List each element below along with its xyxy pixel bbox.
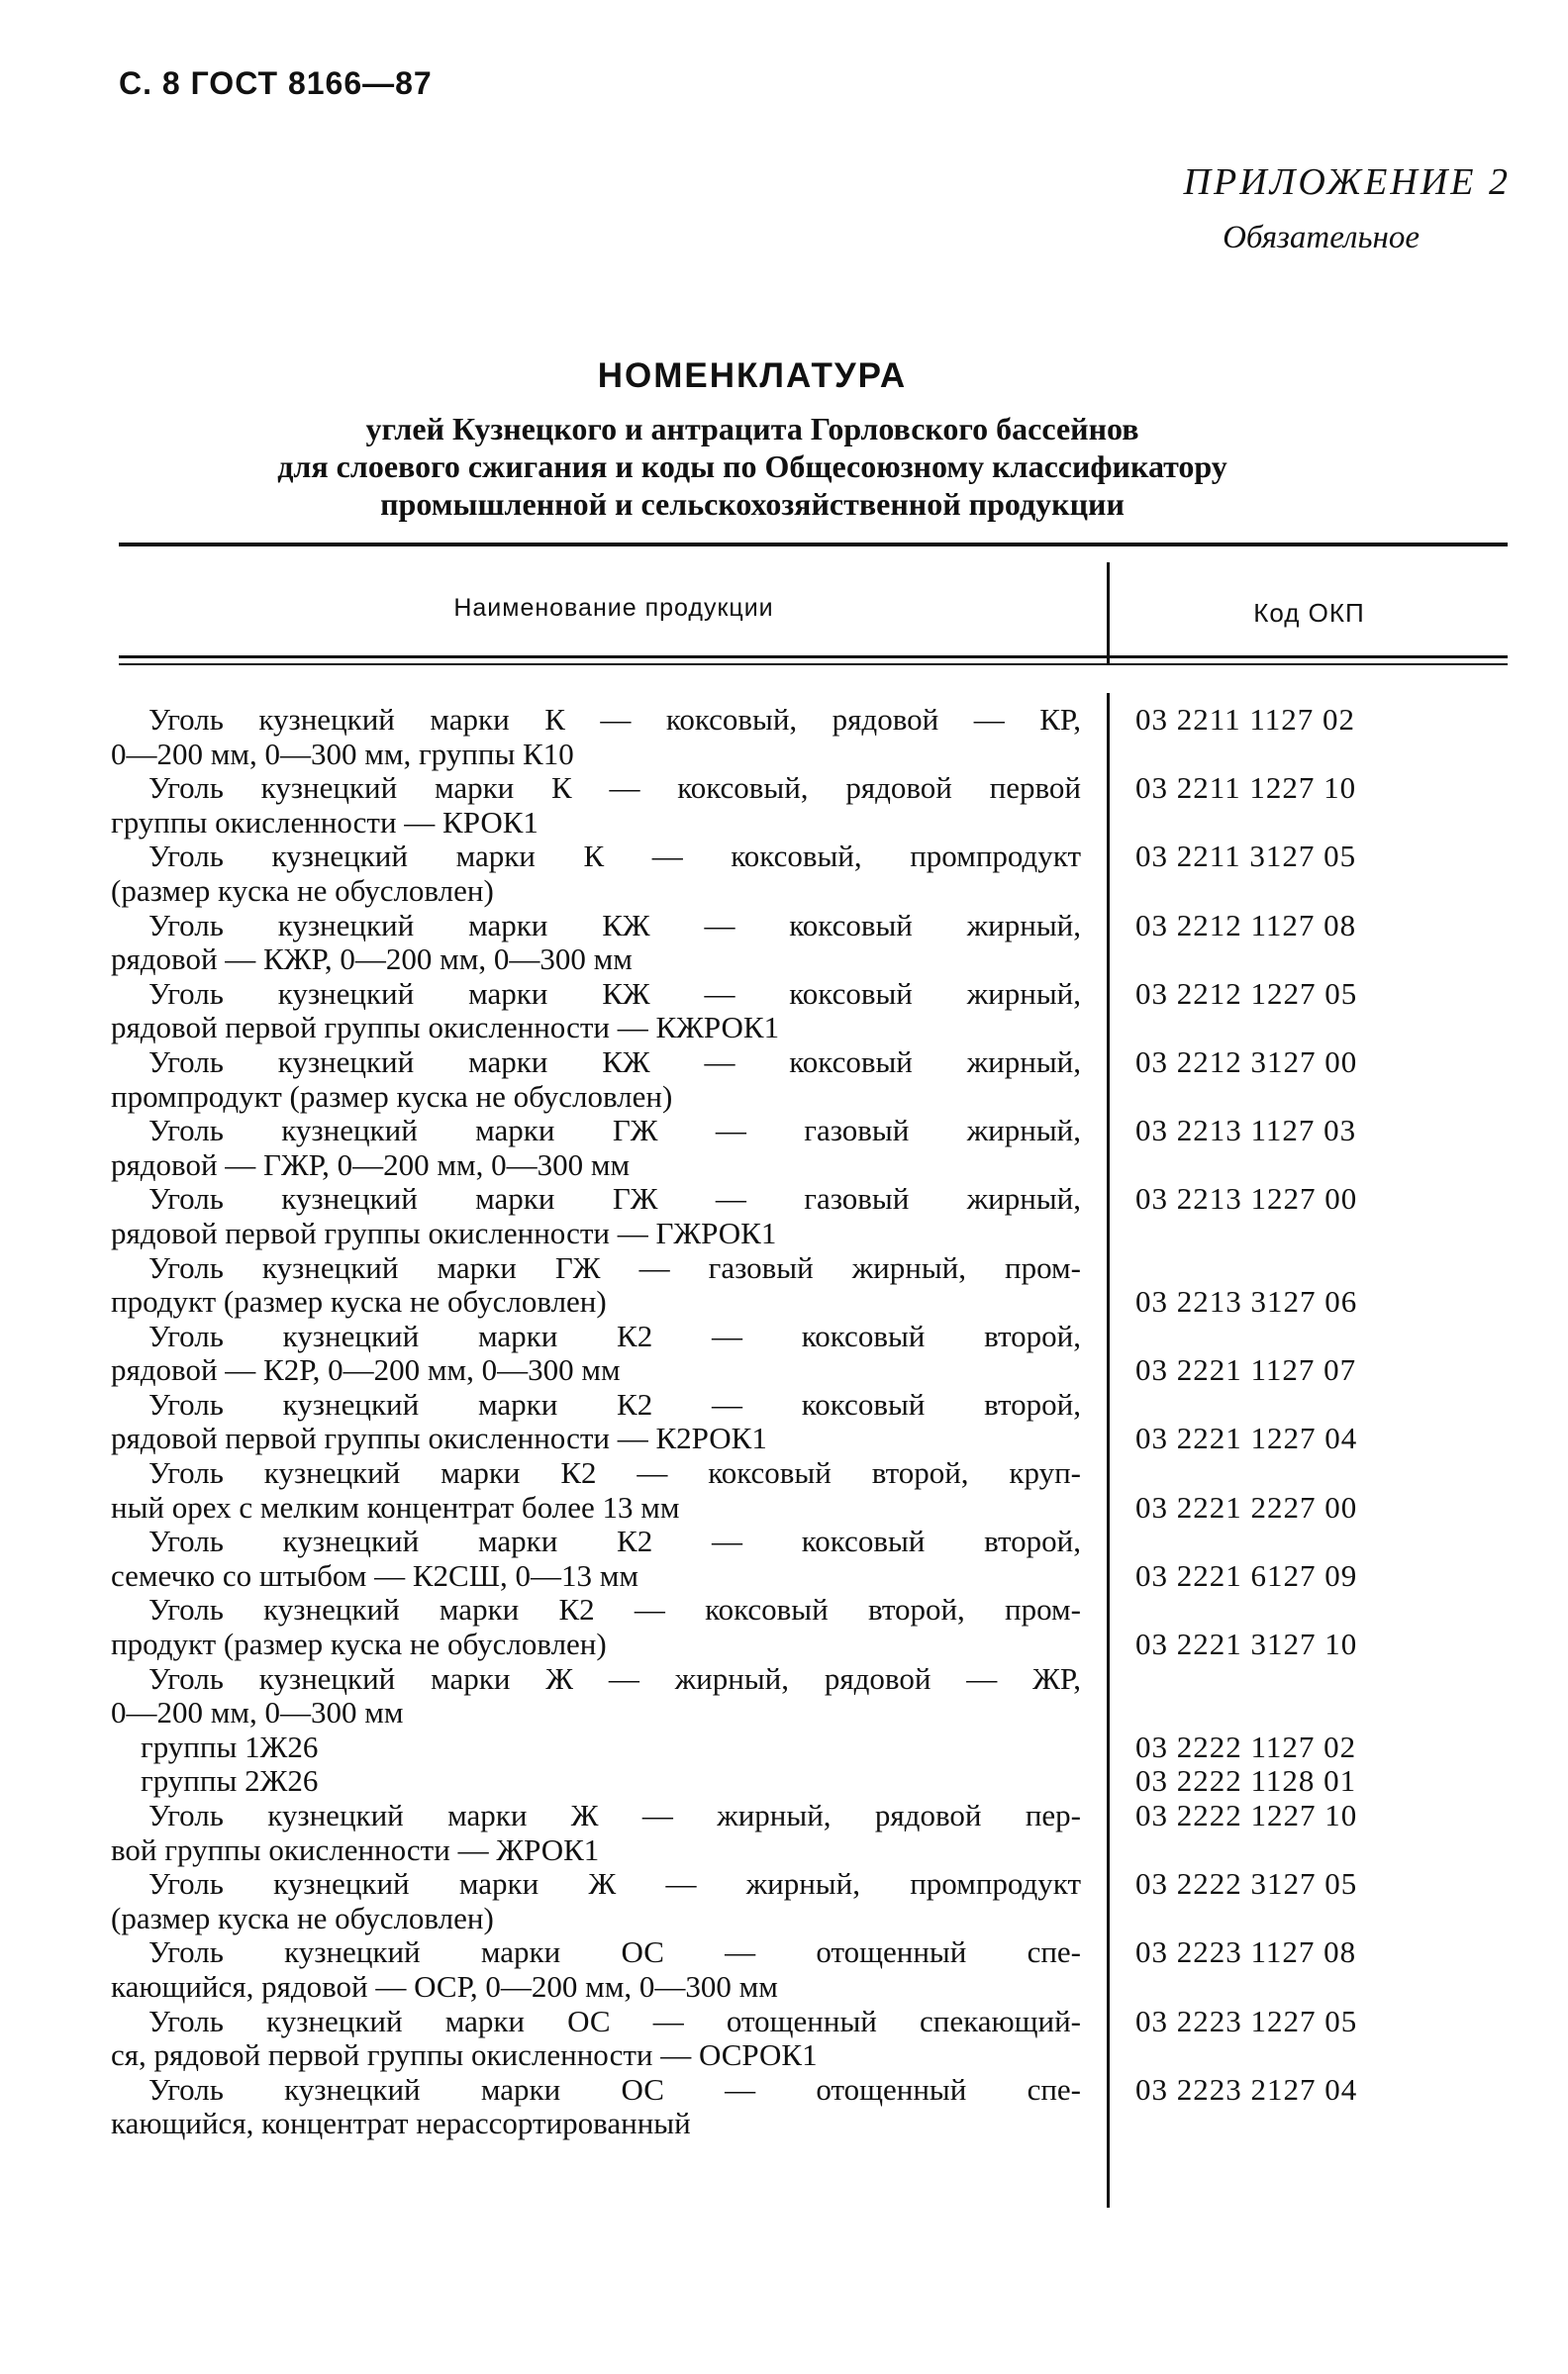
product-name-cell [111, 1867, 1081, 1935]
product-name-line: Уголь кузнецкий марки К2 — коксовый второй, [148, 1319, 1081, 1353]
product-name-line: ся, рядовой первой группы окисленности — ОСРОК1 [111, 2038, 818, 2073]
table-row [111, 2073, 1536, 2141]
table-row [111, 1525, 1536, 1593]
product-name-cell [111, 909, 1081, 977]
product-name-cell [111, 840, 1081, 908]
okp-code: 03 2223 2127 04 [1135, 2071, 1358, 2107]
subtitle-line: углей Кузнецкого и антрацита Горловского бассейнов [365, 411, 1139, 446]
product-name-line: Уголь кузнецкий марки К2 — коксовый второй, [148, 1387, 1081, 1422]
product-name-cell [111, 1662, 1081, 1731]
product-name-line: Уголь кузнецкий марки Ж — жирный, рядовой — ЖР, [148, 1661, 1081, 1696]
table-row [111, 909, 1536, 977]
okp-code [1135, 1320, 1531, 1354]
product-name-line: Уголь кузнецкий марки К2 — коксовый второй, круп- [148, 1456, 1081, 1491]
product-name-cell [111, 2073, 1081, 2141]
product-name-line: Уголь кузнецкий марки К — коксовый, рядовой первой [148, 771, 1081, 806]
product-name-cell [111, 1251, 1081, 1320]
okp-code-cell [1081, 1662, 1531, 1731]
okp-code-cell [1081, 977, 1531, 1045]
okp-code: 03 2223 1127 08 [1135, 1934, 1357, 1970]
document-title: НОМЕНКЛАТУРА [597, 356, 908, 395]
product-name-line: Уголь кузнецкий марки КЖ — коксовый жирный, [148, 908, 1081, 942]
okp-code-cell [1081, 1867, 1531, 1935]
product-name-cell [111, 1045, 1081, 1114]
subtitle-line: для слоевого сжигания и коды по Общесоюзному классификатору [277, 448, 1227, 484]
header-bottom-rule [119, 655, 1508, 658]
okp-code: 03 2213 1127 03 [1135, 1113, 1357, 1148]
okp-code: 03 2212 1127 08 [1135, 907, 1357, 942]
product-name-line: группы 2Ж26 [141, 1764, 319, 1799]
product-name-line: Уголь кузнецкий марки ОС — отощенный спекающий- [148, 2004, 1081, 2038]
product-name-cell [111, 1388, 1081, 1456]
product-name-cell [111, 1182, 1081, 1250]
product-name-line: Уголь кузнецкий марки ОС — отощенный спе- [148, 1935, 1081, 1970]
okp-code: 03 2223 1227 05 [1135, 2003, 1358, 2038]
product-name-line: 0—200 мм, 0—300 мм, группы К10 [111, 737, 574, 771]
okp-code-cell [1081, 1799, 1531, 1867]
okp-code-cell [1081, 1525, 1531, 1593]
okp-code: 03 2221 3127 10 [1135, 1627, 1358, 1662]
product-name-line: Уголь кузнецкий марки К — коксовый, рядовой — КР, [148, 703, 1081, 737]
okp-code-cell [1081, 1456, 1531, 1525]
appendix-status: Обязательное [1223, 220, 1420, 255]
okp-code [1135, 1251, 1531, 1286]
okp-code: 03 2211 1127 02 [1135, 702, 1355, 737]
product-name-line: Уголь кузнецкий марки ГЖ — газовый жирный, пром- [148, 1250, 1081, 1285]
okp-code [1135, 1525, 1531, 1559]
okp-code-cell [1081, 1764, 1531, 1799]
product-name-line: группы окисленности — КРОК1 [111, 805, 539, 840]
product-name-cell [111, 703, 1081, 771]
product-name-line: рядовой первой группы окисленности — К2РОК1 [111, 1422, 767, 1456]
okp-code-cell [1081, 1388, 1531, 1456]
okp-code: 03 2212 1227 05 [1135, 975, 1358, 1011]
header-okp-code: Код ОКП [1253, 598, 1365, 628]
product-name-cell [111, 1320, 1081, 1388]
product-name-line: кающийся, концентрат нерассортированный [111, 2107, 691, 2141]
okp-code-cell [1081, 840, 1531, 908]
product-name-line: продукт (размер куска не обусловлен) [111, 1628, 607, 1662]
header-bottom-rule [119, 663, 1508, 665]
appendix-label: ПРИЛОЖЕНИЕ 2 [1183, 161, 1511, 203]
product-name-line: Уголь кузнецкий марки ГЖ — газовый жирный, [148, 1182, 1081, 1217]
table-row [111, 1182, 1536, 1250]
okp-code: 03 2213 3127 06 [1135, 1284, 1358, 1320]
okp-code: 03 2211 3127 05 [1135, 839, 1357, 874]
table-row [111, 1799, 1536, 1867]
okp-code: 03 2222 1227 10 [1135, 1798, 1358, 1832]
table-row [111, 1935, 1536, 2004]
table-row [111, 1593, 1536, 1661]
product-name-line: Уголь кузнецкий марки К — коксовый, промпродукт [148, 840, 1081, 874]
product-name-line: Уголь кузнецкий марки К2 — коксовый второй, пром- [148, 1593, 1081, 1628]
product-name-line: группы 1Ж26 [141, 1730, 319, 1764]
product-name-line: Уголь кузнецкий марки Ж — жирный, рядовой пер- [148, 1799, 1081, 1832]
product-name-cell [111, 1764, 1081, 1799]
product-name-line: рядовой — КЖР, 0—200 мм, 0—300 мм [111, 942, 633, 977]
okp-code-cell [1081, 1114, 1531, 1182]
product-name-line: Уголь кузнецкий марки ОС — отощенный спе- [148, 2072, 1081, 2107]
okp-code [1135, 1388, 1531, 1423]
product-name-line: кающийся, рядовой — ОСР, 0—200 мм, 0—300 мм [111, 1969, 778, 2004]
table-row [111, 1456, 1536, 1525]
okp-code: 03 2222 3127 05 [1135, 1866, 1358, 1902]
product-name-line: Уголь кузнецкий марки Ж — жирный, промпродукт [148, 1867, 1081, 1902]
document-subtitle [119, 410, 1386, 523]
okp-code-cell [1081, 1935, 1531, 2004]
table-row [111, 977, 1536, 1045]
table-row [111, 1388, 1536, 1456]
product-name-cell [111, 1456, 1081, 1525]
product-name-cell [111, 1593, 1081, 1661]
product-name-line: Уголь кузнецкий марки КЖ — коксовый жирный, [148, 976, 1081, 1011]
okp-code: 03 2222 1128 01 [1135, 1763, 1357, 1799]
table-row [111, 1731, 1536, 1765]
header-product-name: Наименование продукции [453, 594, 774, 622]
table-row [111, 1320, 1536, 1388]
product-name-cell [111, 2005, 1081, 2073]
table-row [111, 2005, 1536, 2073]
page-header: С. 8 ГОСТ 8166—87 [119, 65, 433, 101]
product-name-cell [111, 1114, 1081, 1182]
product-name-cell [111, 1525, 1081, 1593]
product-name-line: рядовой первой группы окисленности — КЖРОК1 [111, 1011, 780, 1045]
table-row [111, 1045, 1536, 1114]
okp-code-cell [1081, 1182, 1531, 1250]
okp-code: 03 2213 1227 00 [1135, 1181, 1358, 1217]
okp-code: 03 2212 3127 00 [1135, 1043, 1358, 1079]
okp-code-cell [1081, 1593, 1531, 1661]
product-name-line: (размер куска не обусловлен) [111, 1901, 494, 1935]
subtitle-line: промышленной и сельскохозяйственной продукции [380, 486, 1125, 522]
table-row [111, 1867, 1536, 1935]
product-name-line: рядовой — К2Р, 0—200 мм, 0—300 мм [111, 1353, 621, 1388]
product-name-line: промпродукт (размер куска не обусловлен) [111, 1079, 673, 1114]
table-row [111, 1251, 1536, 1320]
okp-code-cell [1081, 1731, 1531, 1765]
product-name-line: Уголь кузнецкий марки КЖ — коксовый жирный, [148, 1044, 1081, 1079]
okp-code [1135, 1593, 1531, 1628]
okp-code: 03 2222 1127 02 [1135, 1729, 1357, 1764]
okp-code: 03 2221 6127 09 [1135, 1557, 1358, 1593]
product-name-line: рядовой — ГЖР, 0—200 мм, 0—300 мм [111, 1147, 631, 1182]
okp-code-cell [1081, 703, 1531, 771]
table-row [111, 1662, 1536, 1731]
product-table [111, 703, 1536, 2141]
table-row [111, 703, 1536, 771]
product-name-line: рядовой первой группы окисленности — ГЖРОК1 [111, 1216, 777, 1250]
okp-code: 03 2221 2227 00 [1135, 1489, 1358, 1525]
product-name-line: 0—200 мм, 0—300 мм [111, 1696, 404, 1731]
table-top-rule [119, 543, 1508, 546]
okp-code-cell [1081, 1045, 1531, 1114]
table-row [111, 1764, 1536, 1799]
okp-code-cell [1081, 2005, 1531, 2073]
product-name-line: (размер куска не обусловлен) [111, 873, 494, 908]
table-row [111, 1114, 1536, 1182]
okp-code: 03 2221 1227 04 [1135, 1421, 1358, 1456]
okp-code: 03 2221 1127 07 [1135, 1352, 1357, 1388]
okp-code-cell [1081, 2073, 1531, 2141]
product-name-line: семечко со штыбом — К2СШ, 0—13 мм [111, 1558, 638, 1593]
product-name-cell [111, 977, 1081, 1045]
product-name-cell [111, 1731, 1081, 1765]
product-name-line: продукт (размер куска не обусловлен) [111, 1285, 607, 1320]
okp-code-cell [1081, 909, 1531, 977]
table-row [111, 840, 1536, 908]
product-name-line: Уголь кузнецкий марки ГЖ — газовый жирный, [148, 1114, 1081, 1148]
okp-code-cell [1081, 771, 1531, 840]
product-name-line: вой группы окисленности — ЖРОК1 [111, 1832, 600, 1867]
product-name-cell [111, 771, 1081, 840]
okp-code-cell [1081, 1320, 1531, 1388]
okp-code: 03 2211 1227 10 [1135, 770, 1357, 806]
table-row [111, 771, 1536, 840]
product-name-cell [111, 1935, 1081, 2004]
title-block [119, 356, 1386, 523]
product-name-cell [111, 1799, 1081, 1867]
product-name-line: Уголь кузнецкий марки К2 — коксовый второй, [148, 1525, 1081, 1559]
okp-code-cell [1081, 1251, 1531, 1320]
okp-code [1135, 1456, 1531, 1491]
product-name-line: ный орех с мелким концентрат более 13 мм [111, 1490, 680, 1525]
